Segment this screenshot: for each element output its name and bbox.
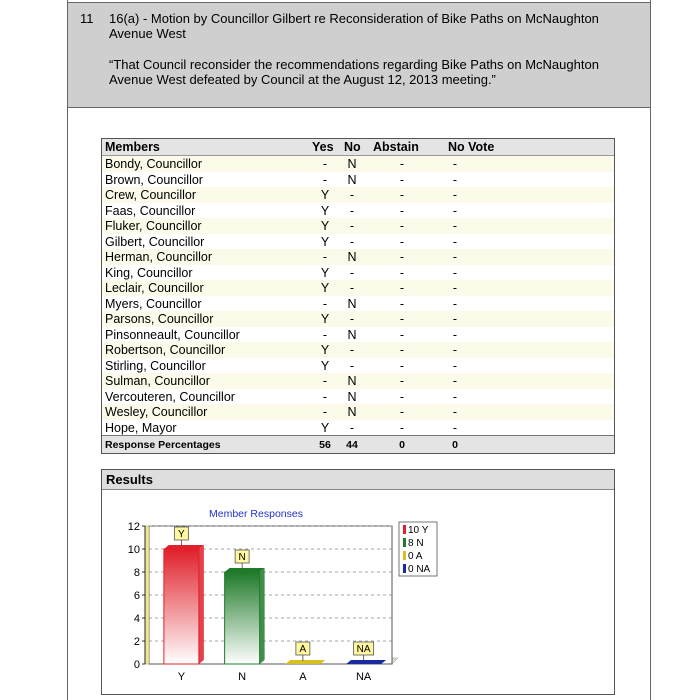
- cell-yes: Y: [320, 281, 330, 295]
- table-row: [102, 296, 614, 312]
- motion-quote: “That Council reconsider the recommendations regarding Bike Paths on McNaughton Avenue West defeated by Council at the August 12, 2013 meeting.”: [109, 57, 599, 87]
- cell-no: -: [349, 234, 355, 249]
- cell-name: Bondy, Councillor: [105, 157, 203, 171]
- cell-no: N: [347, 374, 357, 388]
- table-row: [102, 249, 614, 265]
- cell-novote: -: [452, 157, 458, 171]
- cell-novote: -: [452, 389, 458, 404]
- cell-no: -: [349, 203, 355, 218]
- x-tick-label: N: [238, 671, 247, 683]
- cell-no: N: [347, 327, 357, 342]
- cell-novote: -: [452, 343, 458, 357]
- cell-yes: Y: [320, 203, 330, 218]
- cell-yes: Y: [320, 420, 330, 435]
- vote-table-body: [102, 156, 614, 435]
- cell-abstain: -: [399, 358, 405, 373]
- y-tick-label: 2: [133, 636, 140, 648]
- cell-yes: -: [322, 405, 328, 419]
- cell-yes: Y: [320, 219, 330, 233]
- cell-name: Faas, Councillor: [105, 203, 196, 218]
- cell-abstain: -: [399, 405, 405, 419]
- cell-yes: Y: [320, 312, 330, 326]
- bar-top: [164, 545, 204, 549]
- footer-yes: 56: [319, 439, 331, 451]
- results-panel: [101, 469, 615, 695]
- y-tick-label: 12: [127, 521, 140, 533]
- bar-label: N: [238, 552, 246, 563]
- vote-table-header: [102, 139, 614, 156]
- cell-name: Pinsonneault, Councillor: [105, 327, 240, 342]
- cell-novote: -: [452, 281, 458, 295]
- cell-no: N: [347, 250, 357, 264]
- cell-yes: -: [322, 296, 328, 311]
- cell-yes: Y: [320, 265, 330, 280]
- footer-label: Response Percentages: [105, 439, 221, 451]
- cell-name: Sulman, Councillor: [105, 374, 210, 388]
- table-row: [102, 172, 614, 188]
- y-tick-label: 8: [133, 567, 140, 579]
- cell-yes: Y: [320, 343, 330, 357]
- cell-no: N: [347, 157, 357, 171]
- bar-n: [225, 572, 260, 664]
- cell-abstain: -: [399, 203, 405, 218]
- cell-novote: -: [452, 312, 458, 326]
- cell-name: Wesley, Councillor: [105, 405, 208, 419]
- cell-novote: -: [452, 420, 458, 435]
- cell-yes: -: [322, 327, 328, 342]
- y-tick-label: 0: [133, 659, 140, 671]
- legend-entry: 0 A: [408, 551, 423, 562]
- cell-yes: -: [322, 250, 328, 264]
- x-tick-label: NA: [355, 671, 372, 683]
- cell-abstain: -: [399, 343, 405, 357]
- footer-no-vote: 0: [452, 439, 458, 451]
- cell-name: Robertson, Councillor: [105, 343, 226, 357]
- x-tick-label: A: [299, 671, 307, 683]
- legend-swatch: [403, 551, 406, 560]
- table-row: [102, 311, 614, 327]
- cell-name: Leclair, Councillor: [105, 281, 204, 295]
- cell-name: Myers, Councillor: [105, 296, 202, 311]
- cell-abstain: -: [399, 172, 405, 187]
- results-heading: Results: [102, 470, 614, 490]
- cell-novote: -: [452, 405, 458, 419]
- legend-swatch: [403, 525, 406, 534]
- table-row: [102, 342, 614, 358]
- cell-abstain: -: [399, 420, 405, 435]
- table-row: [102, 187, 614, 203]
- y-tick-label: 4: [133, 613, 140, 625]
- cell-yes: -: [322, 374, 328, 388]
- vote-table-footer: [102, 435, 614, 453]
- cell-abstain: -: [399, 374, 405, 388]
- legend-entry: 8 N: [408, 538, 424, 549]
- header-no: No: [344, 140, 361, 154]
- bar-top: [225, 568, 265, 572]
- motion-title: 16(a) - Motion by Councillor Gilbert re Reconsideration of Bike Paths on McNaughton Avenue West: [109, 11, 599, 41]
- chart-left-wall: [145, 526, 149, 664]
- table-row: [102, 234, 614, 250]
- cell-no: -: [349, 265, 355, 280]
- cell-abstain: -: [399, 157, 405, 171]
- cell-no: -: [349, 358, 355, 373]
- y-tick-label: 6: [133, 590, 140, 602]
- header-yes: Yes: [312, 140, 334, 154]
- cell-no: -: [349, 219, 355, 233]
- cell-novote: -: [452, 327, 458, 342]
- cell-name: Crew, Councillor: [105, 188, 197, 202]
- cell-yes: Y: [320, 358, 330, 373]
- cell-abstain: -: [399, 312, 405, 326]
- cell-abstain: -: [399, 265, 405, 280]
- cell-novote: -: [452, 219, 458, 233]
- x-tick-label: Y: [177, 671, 186, 683]
- cell-no: -: [349, 281, 355, 295]
- legend-swatch: [403, 564, 406, 573]
- table-row: [102, 404, 614, 420]
- member-responses-chart: [102, 490, 614, 695]
- cell-name: Parsons, Councillor: [105, 312, 214, 326]
- y-tick-label: 10: [127, 544, 140, 556]
- cell-name: Hope, Mayor: [105, 420, 177, 435]
- table-row: [102, 358, 614, 374]
- footer-abstain: 0: [399, 439, 405, 451]
- cell-no: N: [347, 296, 357, 311]
- cell-novote: -: [452, 374, 458, 388]
- cell-no: N: [347, 172, 357, 187]
- cell-abstain: -: [399, 250, 405, 264]
- bar-y: [164, 549, 199, 664]
- cell-abstain: -: [399, 296, 405, 311]
- header-members: Members: [105, 140, 160, 154]
- bar-na: [346, 660, 386, 664]
- cell-no: -: [349, 312, 355, 326]
- vote-table: [101, 138, 615, 454]
- chart-title: Member Responses: [209, 508, 303, 520]
- cell-no: N: [347, 405, 357, 419]
- cell-novote: -: [452, 358, 458, 373]
- bar-label: Y: [178, 529, 185, 540]
- cell-name: Brown, Councillor: [105, 172, 203, 187]
- bar-label: A: [299, 644, 307, 655]
- cell-name: Vercouteren, Councillor: [105, 389, 235, 404]
- table-row: [102, 280, 614, 296]
- cell-novote: -: [452, 296, 458, 311]
- cell-no: -: [349, 188, 355, 202]
- bar-side: [199, 545, 204, 664]
- cell-yes: Y: [320, 234, 330, 249]
- header-abstain: Abstain: [373, 140, 419, 154]
- bar-side: [260, 568, 265, 664]
- cell-novote: -: [452, 265, 458, 280]
- cell-yes: Y: [320, 188, 330, 202]
- table-row: [102, 203, 614, 219]
- cell-abstain: -: [399, 327, 405, 342]
- table-row: [102, 373, 614, 389]
- cell-novote: -: [452, 172, 458, 187]
- cell-novote: -: [452, 203, 458, 218]
- cell-abstain: -: [399, 234, 405, 249]
- cell-abstain: -: [399, 188, 405, 202]
- cell-novote: -: [452, 188, 458, 202]
- cell-no: -: [349, 343, 355, 357]
- legend-entry: 0 NA: [408, 564, 431, 575]
- cell-name: Herman, Councillor: [105, 250, 212, 264]
- cell-abstain: -: [399, 219, 405, 233]
- cell-novote: -: [452, 234, 458, 249]
- legend-swatch: [403, 538, 406, 547]
- table-row: [102, 218, 614, 234]
- cell-no: N: [347, 389, 357, 404]
- cell-novote: -: [452, 250, 458, 264]
- cell-yes: -: [322, 389, 328, 404]
- cell-name: King, Councillor: [105, 265, 193, 280]
- footer-no: 44: [346, 439, 358, 451]
- table-row: [102, 420, 614, 436]
- cell-abstain: -: [399, 281, 405, 295]
- table-row: [102, 327, 614, 343]
- cell-name: Stirling, Councillor: [105, 358, 206, 373]
- motion-header: [67, 2, 651, 108]
- legend-entry: 10 Y: [408, 525, 429, 536]
- table-row: [102, 156, 614, 172]
- cell-name: Gilbert, Councillor: [105, 234, 205, 249]
- table-row: [102, 265, 614, 281]
- table-row: [102, 389, 614, 405]
- bar-label: NA: [356, 644, 371, 655]
- cell-abstain: -: [399, 389, 405, 404]
- header-no-vote: No Vote: [448, 140, 495, 154]
- bar-a: [285, 660, 325, 664]
- cell-name: Fluker, Councillor: [105, 219, 202, 233]
- cell-yes: -: [322, 172, 328, 187]
- item-number: 11: [80, 11, 94, 26]
- cell-yes: -: [322, 157, 328, 171]
- cell-no: -: [349, 420, 355, 435]
